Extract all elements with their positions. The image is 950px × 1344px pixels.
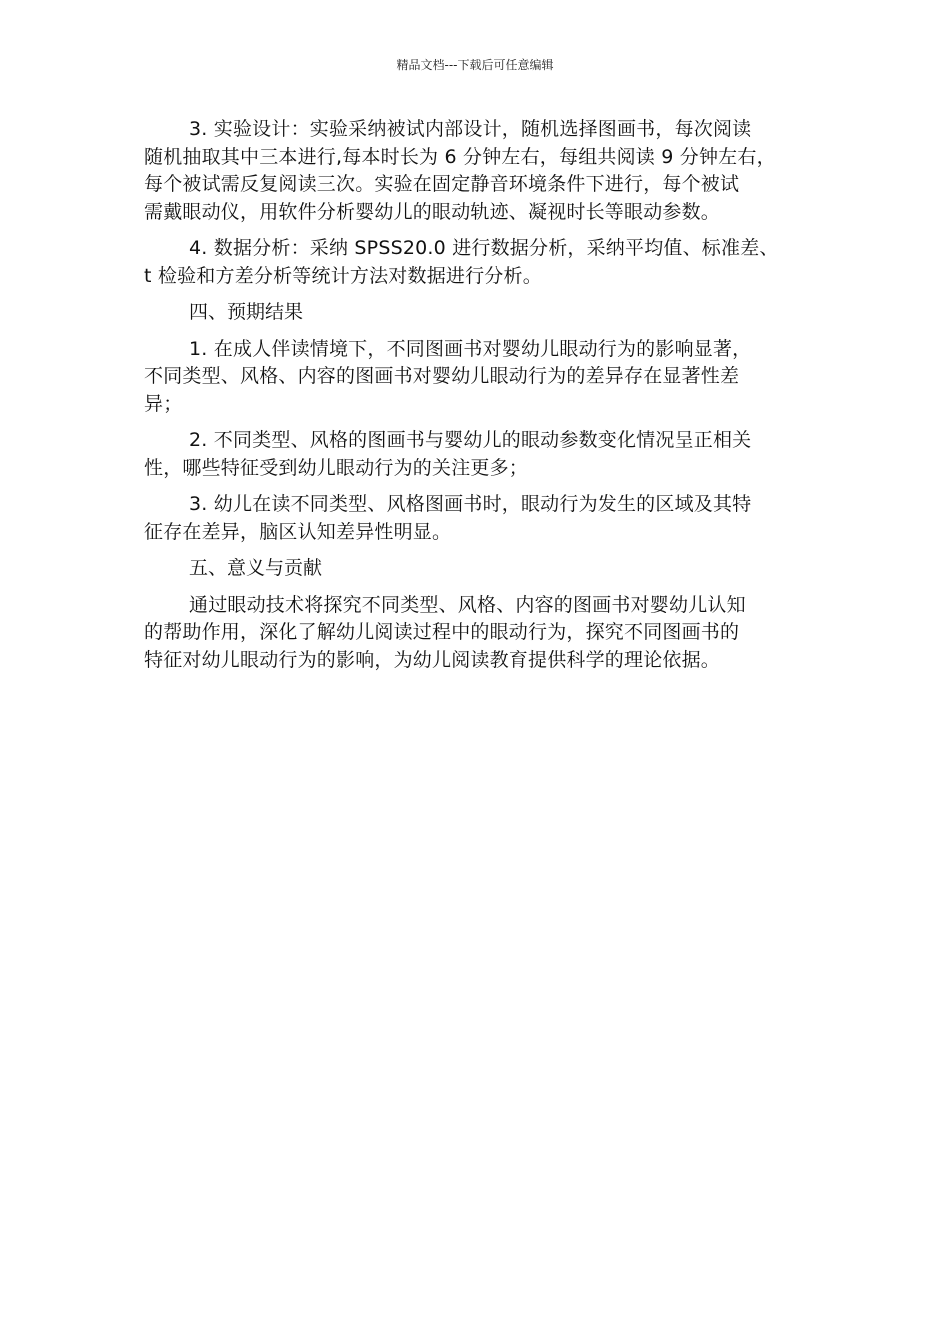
section-heading-expected-results: 四、预期结果 bbox=[189, 301, 304, 323]
paragraph-significance bbox=[144, 592, 814, 675]
text-line: 不同类型、风格、内容的图画书对婴幼儿眼动行为的差异存在显著性差 bbox=[144, 365, 740, 387]
text-line: 随机抽取其中三本进行,每本时长为 6 分钟左右，每组共阅读 9 分钟左右， bbox=[144, 145, 776, 168]
text-line: 3. 幼儿在读不同类型、风格图画书时，眼动行为发生的区域及其特 bbox=[189, 493, 752, 515]
text-line: 2. 不同类型、风格的图画书与婴幼儿的眼动参数变化情况呈正相关 bbox=[189, 429, 752, 451]
page-header: 精品文档---下载后可任意编辑 bbox=[396, 58, 554, 72]
paragraph-data-analysis bbox=[144, 235, 814, 290]
text-line: 每个被试需反复阅读三次。实验在固定静音环境条件下进行，每个被试 bbox=[144, 173, 740, 195]
text-line: 异； bbox=[144, 392, 183, 415]
text-line: 1. 在成人伴读情境下，不同图画书对婴幼儿眼动行为的影响显著， bbox=[189, 337, 752, 360]
text-line: 征存在差异，脑区认知差异性明显。 bbox=[144, 520, 452, 543]
section-heading-significance: 五、意义与贡献 bbox=[189, 557, 323, 579]
text-line: 的帮助作用，深化了解幼儿阅读过程中的眼动行为，探究不同图画书的 bbox=[144, 621, 740, 643]
text-line: 通过眼动技术将探究不同类型、风格、内容的图画书对婴幼儿认知 bbox=[189, 593, 746, 616]
paragraph-result-2 bbox=[144, 427, 814, 482]
text-line: t 检验和方差分析等统计方法对数据进行分析。 bbox=[144, 264, 542, 287]
text-line: 性，哪些特征受到幼儿眼动行为的关注更多； bbox=[144, 456, 529, 479]
document-body bbox=[144, 116, 814, 683]
text-line: 特征对幼儿眼动行为的影响，为幼儿阅读教育提供科学的理论依据。 bbox=[144, 648, 721, 671]
paragraph-result-3 bbox=[144, 491, 814, 546]
text-line: 4. 数据分析：采纳 SPSS20.0 进行数据分析，采纳平均值、标准差、 bbox=[189, 237, 779, 259]
text-line: 需戴眼动仪，用软件分析婴幼儿的眼动轨迹、凝视时长等眼动参数。 bbox=[144, 200, 721, 223]
text-line: 3. 实验设计：实验采纳被试内部设计，随机选择图画书，每次阅读 bbox=[189, 118, 752, 140]
paragraph-experiment-design bbox=[144, 116, 814, 226]
paragraph-result-1 bbox=[144, 336, 814, 419]
